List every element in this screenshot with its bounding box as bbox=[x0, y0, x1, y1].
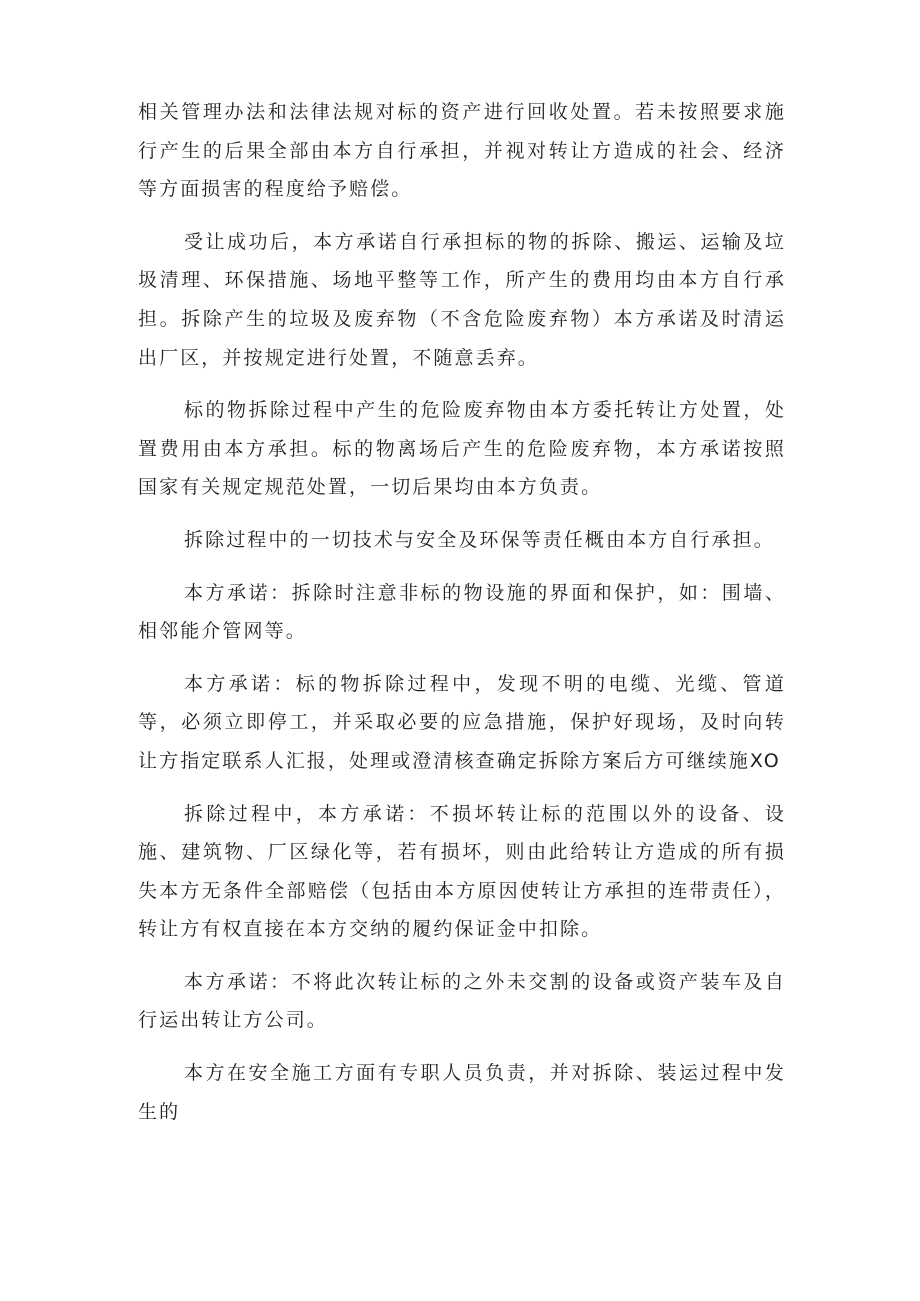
paragraph-4: 拆除过程中的一切技术与安全及环保等责任概由本方自行承担。 bbox=[184, 528, 775, 551]
paragraph-5: 本方承诺：拆除时注意非标的物设施的界面和保护，如：围墙、相邻能介管网等。 bbox=[138, 581, 786, 643]
document-body bbox=[138, 93, 786, 1145]
paragraph-6: 本方承诺：标的物拆除过程中，发现不明的电缆、光缆、管道等，必须立即停工，并采取必要的应急措施，保护好现场，及时向转让方指定联系人汇报，处理或澄清核查确定拆除方案后方可继续施XO bbox=[138, 672, 786, 772]
paragraph-8: 本方承诺：不将此次转让标的之外未交割的设备或资产装车及自行运出转让方公司。 bbox=[138, 970, 786, 1032]
paragraph-7: 拆除过程中，本方承诺：不损坏转让标的范围以外的设备、设施、建筑物、厂区绿化等，若有损坏，则由此给转让方造成的所有损失本方无条件全部赔偿（包括由本方原因使转让方承担的连带责任），转让方有权直接在本方交纳的履约保证金中扣除。 bbox=[138, 802, 786, 941]
paragraph-1: 相关管理办法和法律法规对标的资产进行回收处置。若未按照要求施行产生的后果全部由本方自行承担，并视对转让方造成的社会、经济等方面损害的程度给予赔偿。 bbox=[138, 101, 786, 201]
paragraph-3: 标的物拆除过程中产生的危险废弃物由本方委托转让方处置，处置费用由本方承担。标的物离场后产生的危险废弃物，本方承诺按照国家有关规定规范处置，一切后果均由本方负责。 bbox=[138, 399, 786, 499]
paragraph-9: 本方在安全施工方面有专职人员负责，并对拆除、装运过程中发生的 bbox=[138, 1062, 786, 1123]
paragraph-2: 受让成功后，本方承诺自行承担标的物的拆除、搬运、运输及垃圾清理、环保措施、场地平整等工作，所产生的费用均由本方自行承担。拆除产生的垃圾及废弃物（不含危险废弃物）本方承诺及时清运出厂区，并按规定进行处置，不随意丢弃。 bbox=[138, 230, 786, 369]
